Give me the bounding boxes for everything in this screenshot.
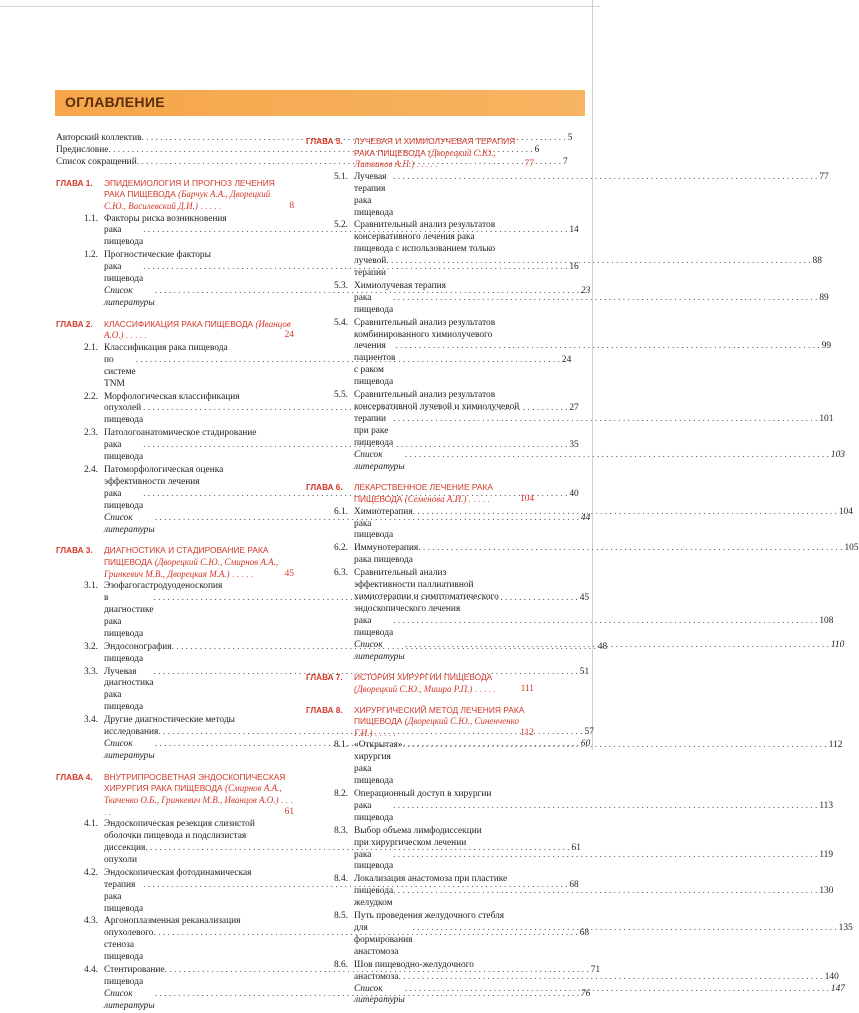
chapter-title-block: ВНУТРИПРОСВЕТНАЯ ЭНДОСКОПИЧЕСКАЯ ХИРУРГИЯ РАКА ПИЩЕВОДА (Смирнов А.А., Ткаченко О.Б., Гринкевич М.В., Иванцов А.О.) . . . . . 61: [104, 771, 294, 817]
section-text: [354, 507, 853, 543]
section-line: эффективности паллиативной: [354, 580, 474, 591]
chapter-label: ГЛАВА 2.: [56, 319, 93, 329]
leader-dots: [393, 850, 817, 874]
page-number: 61: [571, 843, 581, 853]
page-number: 101: [819, 413, 834, 424]
leader-dots: [402, 740, 826, 788]
section-text: [354, 874, 833, 910]
leader-dots: [418, 543, 842, 567]
section-number: 8.4.: [333, 874, 348, 885]
section-line: пищевода желудком: [354, 886, 394, 909]
page-number: 35: [569, 440, 579, 451]
chapter-authors: (Иванцов А.О.): [104, 318, 291, 341]
section-line: «Открытая» хирургия рака пищевода: [354, 740, 403, 787]
section-line: рака пищевода: [104, 225, 144, 248]
section-line: по системе TNM: [104, 354, 136, 389]
chapter-heading[interactable]: [56, 545, 294, 580]
chapter-label: ГЛАВА 5.: [306, 137, 343, 146]
references-label: Список литературы: [104, 988, 155, 1011]
page-number: 113: [819, 800, 834, 811]
section-line: рака пищевода: [354, 292, 394, 315]
section-number: 2.4.: [83, 465, 98, 475]
section-number: 4.3.: [83, 916, 98, 927]
page-number: 110: [830, 639, 845, 650]
references-label: Список литературы: [104, 512, 155, 535]
section-number: 8.5.: [333, 911, 348, 922]
section-last-line: [354, 543, 859, 567]
leader-dots: [393, 801, 817, 825]
section-line: анастомоза: [354, 971, 399, 982]
section-last-line: [354, 801, 833, 825]
chapter-title: ИСТОРИЯ ХИРУРГИИ ПИЩЕВОДА: [354, 672, 493, 683]
page-number: 108: [819, 615, 834, 626]
section-last-line: [354, 293, 829, 317]
chapter-authors: (Дворецкий С.Ю., Смирнов А.А., Гринкевич М.В., Дворецкая М.А.): [104, 557, 279, 579]
section-line: Аргоноплазменная реканализация: [104, 916, 241, 927]
page-number: 7: [562, 156, 568, 167]
section-number: 8.1.: [333, 740, 348, 751]
section-entry[interactable]: [306, 171, 829, 220]
section-line: рака пищевода: [354, 800, 394, 823]
section-line: эндоскопического лечения: [354, 603, 461, 614]
section-number: 6.3.: [333, 568, 348, 579]
page-number: 71: [590, 965, 601, 976]
chapter-page: 77: [524, 159, 534, 170]
section-line: Сравнительный анализ результатов: [354, 317, 496, 328]
section-text: [354, 960, 839, 984]
chapter-heading[interactable]: [56, 178, 294, 213]
page-number: 76: [580, 988, 591, 999]
section-text: [354, 911, 853, 959]
section-text: [354, 568, 833, 639]
chapter-heading[interactable]: [306, 136, 534, 171]
page-number: 89: [819, 292, 829, 303]
page-number: 40: [569, 488, 579, 499]
section-number: 8.6.: [333, 959, 348, 970]
page-number: 5: [567, 133, 573, 143]
section-line: Морфологическая классификация: [104, 391, 240, 402]
page-number: 140: [824, 971, 839, 982]
chapter-page: 24: [284, 330, 294, 341]
section-number: 5.4.: [333, 317, 348, 328]
chapter-title: КЛАССИФИКАЦИЯ РАКА ПИЩЕВОДА: [104, 318, 254, 329]
entry-title: Авторский коллектив: [56, 133, 142, 143]
section-line: Выбор объема лимфодиссекции: [354, 825, 482, 836]
top-divider: [0, 6, 600, 7]
section-number: 2.1.: [83, 342, 98, 353]
section-line: Эндоскопическая фотодинамическая: [104, 867, 252, 878]
section-line: консервативной лучевой и химиолучевой: [354, 402, 520, 412]
section-number: 3.2.: [83, 641, 98, 652]
page-number: 135: [838, 922, 853, 933]
section-number: 4.1.: [83, 819, 98, 830]
section-number: 6.2.: [333, 543, 348, 554]
chapter-authors: (Дворецкий С.Ю., Синенченко Г.И.): [354, 716, 520, 738]
chapter-title-block: ИСТОРИЯ ХИРУРГИИ ПИЩЕВОДА (Дворецкий С.Ю., Мишра Р.П.) . . . . . 111: [354, 672, 534, 694]
section-last-line: [354, 256, 822, 280]
chapter-title: ДИАГНОСТИКА И СТАДИРОВАНИЕ РАКА ПИЩЕВОДА: [104, 545, 269, 568]
chapter-label: ГЛАВА 8.: [306, 705, 343, 715]
section-number: 8.2.: [333, 789, 348, 799]
section-line: эффективности лечения: [104, 476, 200, 487]
chapter-title: ЛУЧЕВАЯ И ХИМИОЛУЧЕВАЯ ТЕРАПИЯ РАКА ПИЩЕВОДА: [354, 136, 516, 158]
chapter-label: ГЛАВА 7.: [306, 673, 343, 683]
page-number: 103: [830, 449, 845, 460]
page-number: 6: [534, 144, 540, 155]
page-number: 16: [569, 262, 579, 273]
chapter-heading[interactable]: [56, 319, 294, 342]
references-label: Список литературы: [354, 449, 405, 472]
page-number: 44: [580, 512, 591, 523]
chapter-title-block: ЛЕКАРСТВЕННОЕ ЛЕЧЕНИЕ РАКА ПИЩЕВОДА (Семенова А.И.) . . . . . 104: [354, 482, 534, 505]
page-number: 99: [821, 341, 832, 352]
section-line: рака пищевода: [354, 849, 394, 872]
leader-dots: [393, 172, 817, 220]
section-number: 1.1.: [83, 213, 98, 224]
page-number: 60: [580, 739, 591, 749]
references-entry[interactable]: [56, 988, 591, 1013]
section-number: 3.1.: [83, 581, 98, 592]
chapter-label: ГЛАВА 3.: [56, 546, 93, 556]
section-line: Факторы риска возникновения: [104, 213, 227, 224]
leader-dots: [413, 507, 837, 543]
section-text: [354, 220, 822, 280]
section-entry[interactable]: [306, 543, 859, 567]
page-number: 68: [579, 928, 590, 939]
references-label: Список литературы: [354, 983, 405, 1006]
section-text: [354, 826, 833, 874]
section-line: Сравнительный анализ результатов: [354, 220, 496, 231]
chapter-title: ХИРУРГИЧЕСКИЙ МЕТОД ЛЕЧЕНИЯ РАКА ПИЩЕВОДА: [354, 704, 525, 727]
section-line: Другие диагностические методы: [104, 715, 235, 726]
section-text: [354, 390, 833, 450]
page-number: 48: [597, 641, 608, 652]
chapter-heading[interactable]: [56, 772, 294, 818]
chapter-title-block: ХИРУРГИЧЕСКИЙ МЕТОД ЛЕЧЕНИЯ РАКА ПИЩЕВОДА (Дворецкий С.Ю., Синенченко Г.И.) . . . . . 112: [354, 704, 534, 738]
page-number: 23: [580, 285, 591, 296]
section-line: Лучевая диагностика рака пищевода: [104, 666, 154, 713]
chapter-title: ВНУТРИПРОСВЕТНАЯ ЭНДОСКОПИЧЕСКАЯ ХИРУРГИЯ РАКА ПИЩЕВОДА: [104, 771, 286, 794]
section-number: 4.4.: [83, 965, 98, 976]
chapter-authors: (Барчук А.А., Дворецкий С.Ю., Василевский Д.И.): [104, 189, 271, 211]
chapter-title: ЛЕКАРСТВЕННОЕ ЛЕЧЕНИЕ РАКА ПИЩЕВОДА: [354, 482, 493, 505]
leader-dots: [405, 640, 829, 664]
chapter-page: 104: [519, 494, 534, 505]
section-number: 5.1.: [333, 171, 348, 182]
chapter-authors: (Дворецкий С.Ю., Мишра Р.П.): [354, 684, 473, 694]
section-line: Путь проведения желудочного стебля: [354, 911, 505, 922]
section-line: Лучевая терапия рака пищевода: [354, 171, 394, 218]
section-last-line: [354, 507, 853, 543]
section-text: [354, 318, 831, 389]
page-number: 14: [569, 225, 579, 236]
section-text: [354, 740, 842, 788]
section-text: [354, 543, 859, 567]
page-number: 130: [819, 886, 834, 897]
section-line: Стентирование пищевода: [104, 965, 165, 987]
chapter-title-block: ЛУЧЕВАЯ И ХИМИОЛУЧЕВАЯ ТЕРАПИЯ РАКА ПИЩЕВОДА (Дворецкий С.Ю., Литвинов А.П.) . . . . . 77: [354, 136, 534, 170]
section-line: рака пищевода: [104, 488, 144, 511]
page-number: 45: [579, 593, 590, 604]
chapter-title-block: КЛАССИФИКАЦИЯ РАКА ПИЩЕВОДА (Иванцов А.О.) . . . . . 24: [104, 318, 294, 341]
leader-dots: [395, 341, 819, 389]
chapter-authors: (Дворецкий С.Ю., Литвинов А.П.): [354, 147, 496, 170]
page-number: 88: [812, 256, 822, 267]
section-line: Патоморфологическая оценка: [104, 465, 224, 475]
chapter-page: 45: [284, 568, 294, 579]
section-number: 5.3.: [333, 280, 348, 291]
section-number: 3.4.: [83, 715, 98, 726]
chapter-title-block: ЭПИДЕМИОЛОГИЯ И ПРОГНОЗ ЛЕЧЕНИЯ РАКА ПИЩЕВОДА (Барчук А.А., Дворецкий С.Ю., Василевский Д.И.) . . . . . 8: [104, 177, 294, 211]
section-number: 5.5.: [333, 390, 348, 401]
section-number: 6.1.: [333, 506, 348, 517]
section-last-line: [354, 341, 831, 389]
chapter-label: ГЛАВА 1.: [56, 178, 93, 188]
chapter-page: 8: [289, 200, 294, 211]
section-line: Иммунотерапия рака пищевода: [354, 543, 419, 566]
entry-title: Предисловие: [56, 144, 109, 155]
leader-dots: [393, 414, 817, 450]
leader-dots: [393, 293, 817, 317]
page-number: 105: [844, 543, 859, 554]
section-last-line: [354, 972, 839, 984]
leader-dots: [405, 984, 829, 1008]
section-text: [354, 281, 829, 317]
chapter-heading[interactable]: [306, 672, 534, 695]
leader-dots: [412, 923, 836, 959]
references-label: Список литературы: [354, 639, 405, 662]
section-last-line: [354, 923, 853, 959]
references-label: Список литературы: [104, 739, 155, 761]
toc-title: ОГЛАВЛЕНИЕ: [65, 94, 165, 110]
page-number: 24: [561, 354, 572, 365]
section-line: химиотерапии и симптоматического: [354, 591, 499, 602]
section-line: диссекция опухоли: [104, 843, 146, 865]
section-line: опухолевого стеноза пищевода: [104, 928, 154, 963]
section-line: рака пищевода: [354, 615, 394, 638]
chapter-page: 111: [520, 684, 534, 694]
section-last-line: [354, 616, 833, 640]
section-line: лечения пациентов с раком пищевода: [354, 341, 396, 388]
section-line: Операционный доступ в хирургии: [354, 789, 492, 799]
leader-dots: [398, 972, 822, 984]
section-number: 8.3.: [333, 825, 348, 836]
references-label: Список литературы: [104, 285, 155, 308]
section-line: опухолей пищевода: [104, 403, 144, 426]
section-line: комбинированного химиолучевого: [354, 329, 493, 340]
section-last-line: [354, 172, 829, 220]
section-line: для формирования анастомоза: [354, 922, 413, 957]
page-number: 112: [828, 740, 843, 751]
page-number: 68: [569, 879, 579, 890]
section-line: Эндоскопическая резекция слизистой: [104, 819, 255, 830]
chapter-heading[interactable]: [306, 705, 534, 740]
section-last-line: [354, 886, 833, 910]
section-line: пищевода с использованием только: [354, 244, 496, 255]
section-line: Шов пищеводно-желудочного: [354, 959, 474, 970]
section-line: оболочки пищевода и подслизистая: [104, 831, 247, 842]
references-entry[interactable]: [306, 449, 845, 474]
chapter-page: 112: [520, 727, 534, 738]
section-line: терапии при раке пищевода: [354, 413, 394, 448]
chapter-label: ГЛАВА 4.: [56, 772, 93, 782]
toc-header-bar: [55, 90, 585, 116]
section-line: при хирургическом лечении: [354, 837, 467, 848]
page-number: 77: [819, 171, 829, 182]
section-line: терапия рака пищевода: [104, 879, 144, 914]
section-line: лучевой терапии: [354, 256, 387, 279]
leader-dots: [405, 450, 829, 474]
chapter-page: 61: [284, 806, 294, 817]
page-number: 27: [569, 403, 579, 414]
chapter-title-block: ДИАГНОСТИКА И СТАДИРОВАНИЕ РАКА ПИЩЕВОДА (Дворецкий С.Ю., Смирнов А.А., Гринкевич М.В., Дворецкая М.А.) . . . . . 45: [104, 545, 294, 579]
section-last-line: [354, 850, 833, 874]
section-line: рака пищевода: [104, 262, 144, 285]
section-line: рака пищевода: [104, 440, 144, 463]
section-line: в диагностике рака пищевода: [104, 593, 154, 639]
chapter-authors: (Смирнов А.А., Ткаченко О.Б., Гринкевич М.В., Иванцов А.О.): [104, 783, 282, 805]
chapter-title: ЭПИДЕМИОЛОГИЯ И ПРОГНОЗ ЛЕЧЕНИЯ РАКА ПИЩЕВОДА: [104, 177, 275, 200]
section-line: Классификация рака пищевода: [104, 342, 228, 353]
section-line: Патологоанатомическое стадирование: [104, 428, 257, 439]
section-number: 5.2.: [333, 220, 348, 231]
page-number: 119: [819, 849, 834, 860]
section-last-line: [354, 740, 842, 788]
section-line: Прогностические факторы: [104, 250, 211, 261]
leader-dots: [386, 256, 810, 280]
page-number: 147: [830, 983, 845, 994]
section-line: Сравнительный анализ результатов: [354, 390, 496, 401]
section-number: 2.3.: [83, 428, 98, 439]
chapter-label: ГЛАВА 6.: [306, 483, 343, 493]
section-last-line: [354, 414, 833, 450]
section-line: Сравнительный анализ: [354, 568, 447, 579]
section-line: Химиолучевая терапия: [354, 280, 446, 291]
section-number: 3.3.: [83, 666, 98, 677]
section-number: 1.2.: [83, 250, 98, 261]
section-line: Локализация анастомоза при пластике: [354, 874, 508, 885]
page-number: 51: [579, 666, 590, 677]
section-line: Эзофагогастродуоденоскопия: [104, 581, 223, 592]
leader-dots: [393, 886, 817, 910]
section-line: консервативного лечения рака: [354, 232, 475, 243]
section-entry[interactable]: [306, 789, 834, 825]
chapter-authors: (Семенова А.И.): [404, 494, 467, 505]
section-text: [354, 789, 833, 825]
section-line: исследования: [104, 727, 159, 738]
section-line: Эндосонография пищевода: [104, 641, 172, 664]
page-number: 57: [584, 727, 594, 738]
section-text: [354, 172, 829, 220]
chapter-heading[interactable]: [306, 482, 534, 505]
section-line: Химиотерапия рака пищевода: [354, 506, 413, 541]
page-number: 104: [838, 506, 853, 517]
section-number: 2.2.: [83, 391, 98, 402]
entry-title: Список сокращений: [56, 156, 137, 167]
leader-dots: [393, 616, 817, 640]
section-number: 4.2.: [83, 867, 98, 878]
